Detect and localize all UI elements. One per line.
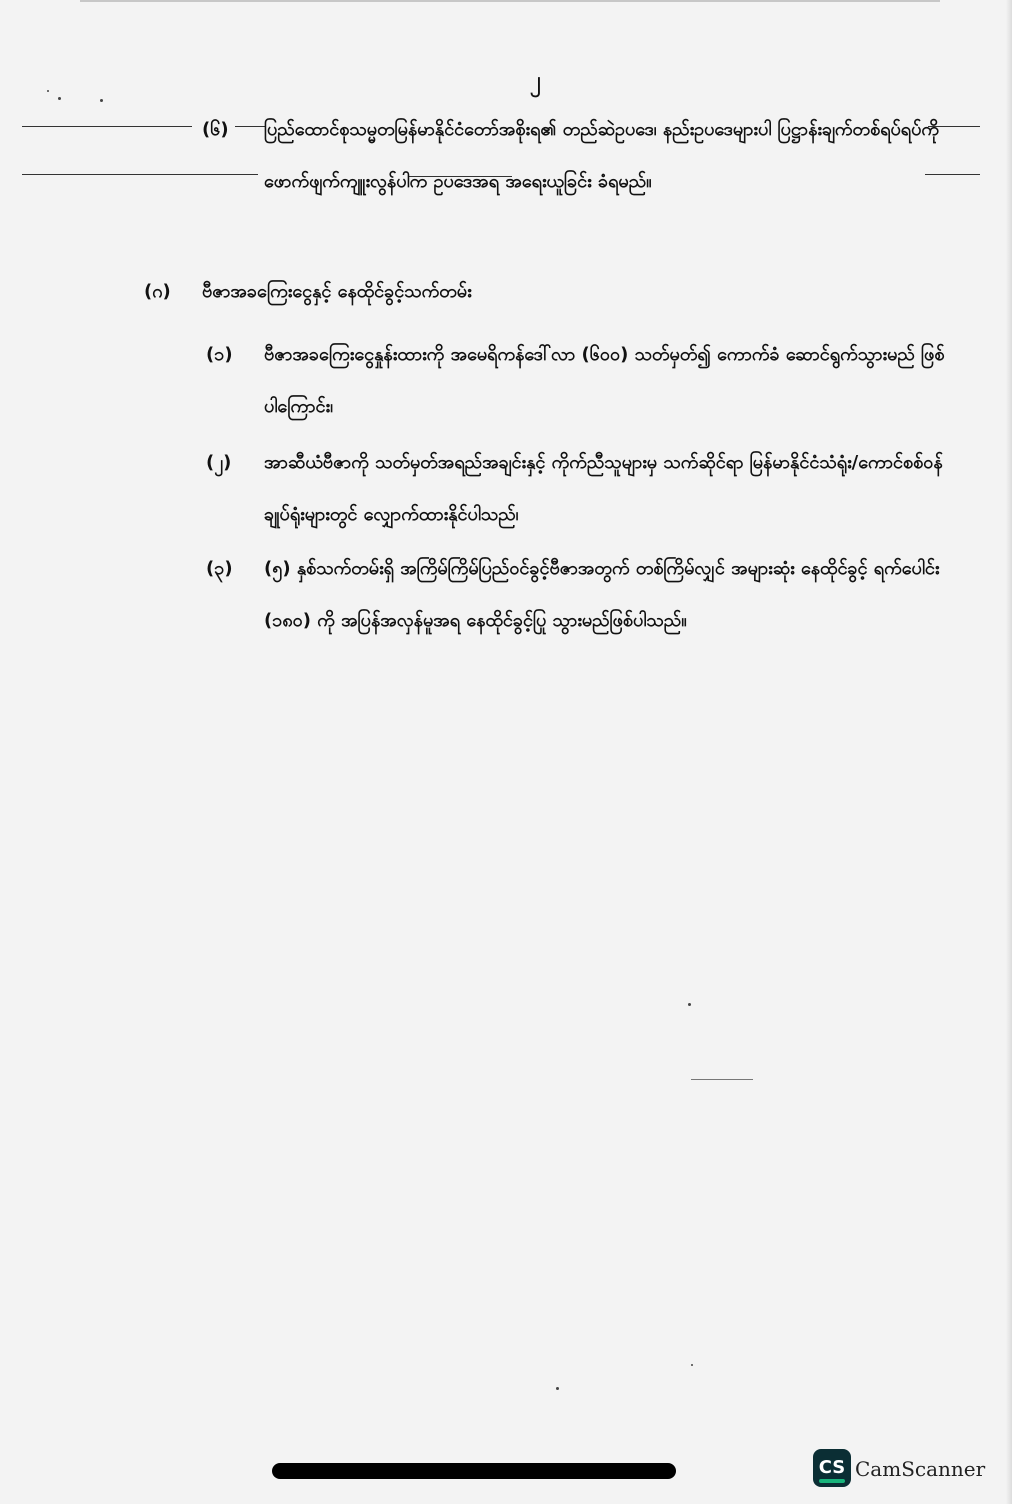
line-artifact — [22, 126, 192, 127]
page-number: ၂ — [530, 68, 541, 93]
sub-item-2-label: (၂) — [206, 452, 232, 473]
sub-item-3-text: (၅) နှစ်သက်တမ်းရှိ အကြိမ်ကြိမ်ပြည်ဝင်ခွင့်ဗီဇာအတွက် တစ်ကြိမ်လျှင် အများဆုံး နေထိုင်ခွင့် ရက်ပေါင်း (၁၈၀) ကို အပြန်အလှန်မူအရ နေထိုင်ခွင့်ပြု သွားမည်ဖြစ်ပါသည်။ — [264, 558, 940, 631]
camscanner-watermark — [813, 1449, 986, 1489]
home-indicator — [272, 1463, 676, 1479]
line-artifact — [691, 1079, 753, 1080]
speck — [691, 1364, 693, 1366]
section-title: ဗီဇာအခကြေးငွေနှင့် နေထိုင်ခွင့်သက်တမ်း — [202, 281, 472, 302]
speck — [688, 1003, 691, 1006]
speck — [556, 1387, 559, 1390]
sub-item-3-label: (၃) — [206, 558, 233, 579]
item-6-text: ပြည်ထောင်စုသမ္မတမြန်မာနိုင်ငံတော်အစိုးရ၏ တည်ဆဲဥပဒေ၊ နည်းဥပဒေများပါ ပြဋ္ဌာန်းချက်တစ်ရပ်ရပ်ကို ဖောက်ဖျက်ကျူးလွန်ပါက ဥပဒေအရ အရေးယူခြင်း ခံရမည်။ — [264, 119, 940, 192]
speck — [100, 99, 103, 102]
line-artifact — [22, 174, 258, 175]
sub-item-1-text: ဗီဇာအခကြေးငွေနှုန်းထားကို အမေရိကန်ဒေါ်လာ (၆၀၀) သတ်မှတ်၍ ကောက်ခံ ဆောင်ရွက်သွားမည် ဖြစ်ပါကြောင်း၊ — [264, 344, 945, 417]
item-6-label: (၆) — [202, 119, 229, 140]
section-label: (ဂ) — [144, 281, 171, 302]
speck — [47, 90, 49, 92]
sub-item-2-text: အာဆီယံဗီဇာကို သတ်မှတ်အရည်အချင်းနှင့် ကိုက်ညီသူများမှ သက်ဆိုင်ရာ မြန်မာနိုင်ငံသံရုံး/ကောင်စစ်ဝန်ချုပ်ရုံးများတွင် လျှောက်ထားနိုင်ပါသည်၊ — [264, 452, 943, 525]
line-artifact — [235, 126, 265, 127]
sub-item-1-label: (၁) — [206, 344, 233, 365]
speck — [58, 97, 61, 100]
camscanner-logo: CS — [813, 1449, 851, 1487]
camscanner-app-name: CamScanner — [855, 1457, 986, 1481]
top-rule — [80, 0, 940, 2]
page-edge-shadow — [1006, 0, 1012, 1504]
